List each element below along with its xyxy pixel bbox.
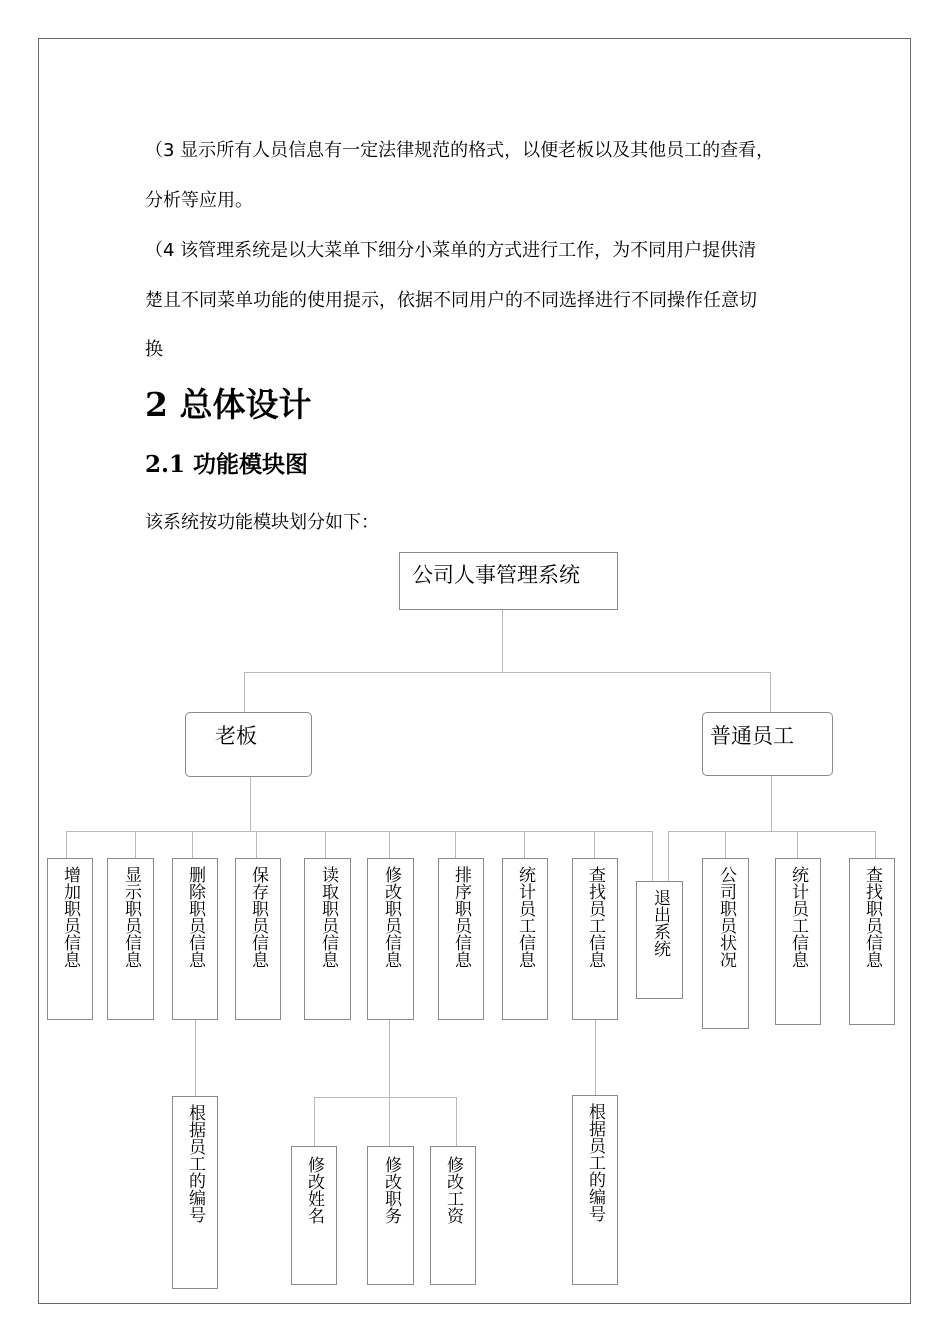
connector-line (325, 831, 326, 858)
module-stats-staff-label: 统计员工信息 (515, 866, 535, 968)
module-employee-find-label: 查找职员信息 (862, 866, 882, 968)
connector-line (66, 831, 67, 858)
submodule-modify-position-label: 修改职务 (381, 1156, 401, 1224)
heading-overall-design: 2 总体设计 (145, 385, 312, 424)
connector-line (135, 831, 136, 858)
node-root-label: 公司人事管理系统 (412, 563, 580, 587)
node-boss-label: 老板 (215, 724, 257, 748)
paragraph-3-line-2: 分析等应用。 (145, 190, 253, 211)
connector-line (389, 1097, 390, 1146)
connector-line (455, 831, 456, 858)
connector-line (389, 831, 390, 858)
paragraph-4-line-2: 楚且不同菜单功能的使用提示，依据不同用户的不同选择进行不同操作任意切 (145, 290, 757, 311)
connector-line (770, 672, 771, 712)
connector-line (456, 1097, 457, 1146)
submodule-modify-name-label: 修改姓名 (304, 1156, 324, 1224)
connector-line (244, 672, 771, 673)
connector-line (314, 1097, 315, 1146)
connector-line (256, 831, 257, 858)
module-read-staff-label: 读取职员信息 (318, 866, 338, 968)
connector-line (594, 831, 595, 858)
submodule-delete-by-id-label: 根据员工的编号 (185, 1104, 205, 1223)
module-save-staff-label: 保存职员信息 (248, 866, 268, 968)
module-exit-system-label: 退出系统 (650, 889, 670, 957)
submodule-modify-salary-label: 修改工资 (443, 1156, 463, 1224)
submodule-find-by-id-label: 根据员工的编号 (585, 1103, 605, 1222)
module-delete-staff-label: 删除职员信息 (185, 866, 205, 968)
connector-line (595, 1019, 596, 1095)
connector-line (192, 831, 193, 858)
connector-line (66, 831, 652, 832)
intro-text: 该系统按功能模块划分如下： (145, 512, 379, 533)
connector-line (314, 1097, 457, 1098)
heading-function-module-diagram: 2.1 功能模块图 (145, 451, 309, 478)
paragraph-4-line-1: （4 该管理系统是以大菜单下细分小菜单的方式进行工作，为不同用户提供清 (145, 240, 757, 261)
module-add-staff-label: 增加职员信息 (60, 866, 80, 968)
module-show-staff-label: 显示职员信息 (121, 866, 141, 968)
node-employee-label: 普通员工 (710, 724, 794, 748)
connector-line (771, 776, 772, 832)
module-find-staff-label: 查找员工信息 (585, 866, 605, 968)
connector-line (797, 831, 798, 858)
connector-line (668, 831, 669, 881)
connector-line (652, 831, 653, 881)
module-company-staff-status-label: 公司职员状况 (716, 866, 736, 968)
connector-line (250, 776, 251, 832)
connector-line (389, 1019, 390, 1097)
module-modify-staff-label: 修改职员信息 (381, 866, 401, 968)
connector-line (668, 831, 876, 832)
module-sort-staff-label: 排序职员信息 (451, 866, 471, 968)
paragraph-3-line-1: （3 显示所有人员信息有一定法律规范的格式，以便老板以及其他员工的查看， (145, 140, 775, 161)
connector-line (725, 831, 726, 858)
connector-line (502, 609, 503, 672)
connector-line (244, 672, 245, 712)
paragraph-4-line-3: 换 (145, 339, 163, 360)
connector-line (875, 831, 876, 858)
connector-line (524, 831, 525, 858)
module-employee-stats-label: 统计员工信息 (788, 866, 808, 968)
connector-line (195, 1019, 196, 1096)
